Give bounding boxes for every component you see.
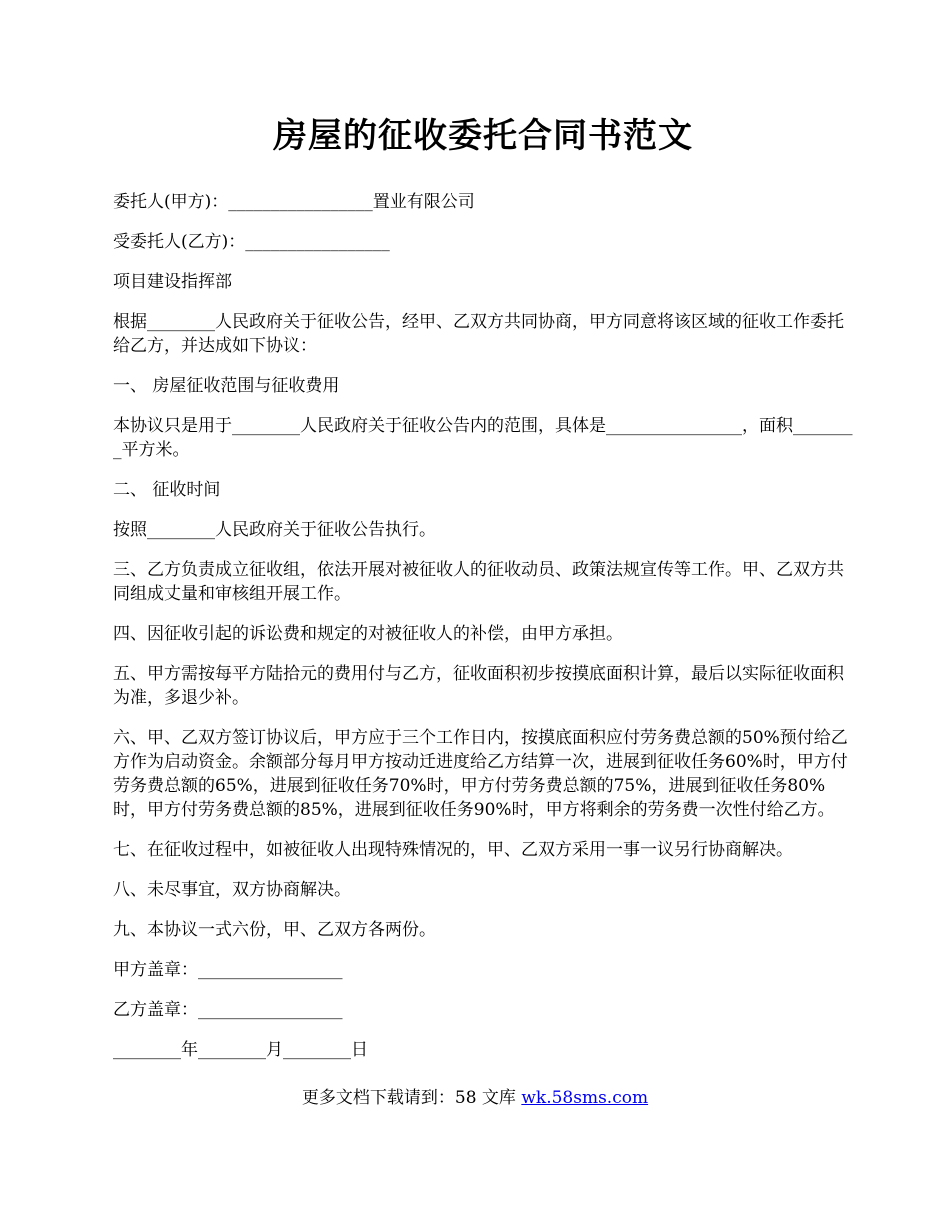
section-1-body: 本协议只是用于________人民政府关于征收公告内的范围，具体是________________，面积________平方米。 xyxy=(113,416,853,460)
party-a-seal-line: 甲方盖章：_________________ xyxy=(113,960,343,980)
footer-link[interactable]: wk.58sms.com xyxy=(521,1088,649,1108)
section-2-heading: 二、 征收时间 xyxy=(113,480,221,500)
section-1-heading: 一、 房屋征收范围与征收费用 xyxy=(113,376,340,396)
preamble-paragraph: 根据________人民政府关于征收公告，经甲、乙双方共同协商，甲方同意将该区域的征收工作委托给乙方，并达成如下协议： xyxy=(113,312,844,356)
document-page xyxy=(113,110,853,1078)
footer xyxy=(0,1086,950,1110)
clause-4: 四、因征收引起的诉讼费和规定的对被征收人的补偿，由甲方承担。 xyxy=(113,624,623,644)
clause-8: 八、未尽事宜，双方协商解决。 xyxy=(113,880,351,900)
project-dept-line: 项目建设指挥部 xyxy=(113,272,232,292)
document-title: 房屋的征收委托合同书范文 xyxy=(273,116,693,156)
clause-3: 三、乙方负责成立征收组，依法开展对被征收人的征收动员、政策法规宣传等工作。甲、乙双方共同组成丈量和审核组开展工作。 xyxy=(113,560,844,604)
party-b-seal-line: 乙方盖章：_________________ xyxy=(113,1000,343,1020)
clause-6: 六、甲、乙双方签订协议后，甲方应于三个工作日内，按摸底面积应付劳务费总额的50%预付给乙方作为启动资金。余额部分每月甲方按动迁进度给乙方结算一次，进展到征收任务60%时，甲方付劳务费总额的65%，进展到征收任务70%时，甲方付劳务费总额的75%，进展到征收任务80%时，甲方付劳务费总额的85%，进展到征收任务90%时，甲方将剩余的劳务费一次性付给乙方。 xyxy=(113,728,848,820)
clause-9: 九、本协议一式六份，甲、乙双方各两份。 xyxy=(113,920,436,940)
footer-text: 更多文档下载请到：58 文库 xyxy=(301,1088,522,1108)
party-a-line: 委托人(甲方)：_________________置业有限公司 xyxy=(113,192,475,212)
clause-7: 七、在征收过程中，如被征收人出现特殊情况的，甲、乙双方采用一事一议另行协商解决。 xyxy=(113,840,793,860)
date-line: ________年________月________日 xyxy=(113,1040,368,1060)
party-b-line: 受委托人(乙方)：_________________ xyxy=(113,232,390,252)
clause-5: 五、甲方需按每平方陆拾元的费用付与乙方，征收面积初步按摸底面积计算，最后以实际征收面积为准，多退少补。 xyxy=(113,664,844,708)
section-2-body: 按照________人民政府关于征收公告执行。 xyxy=(113,520,436,540)
